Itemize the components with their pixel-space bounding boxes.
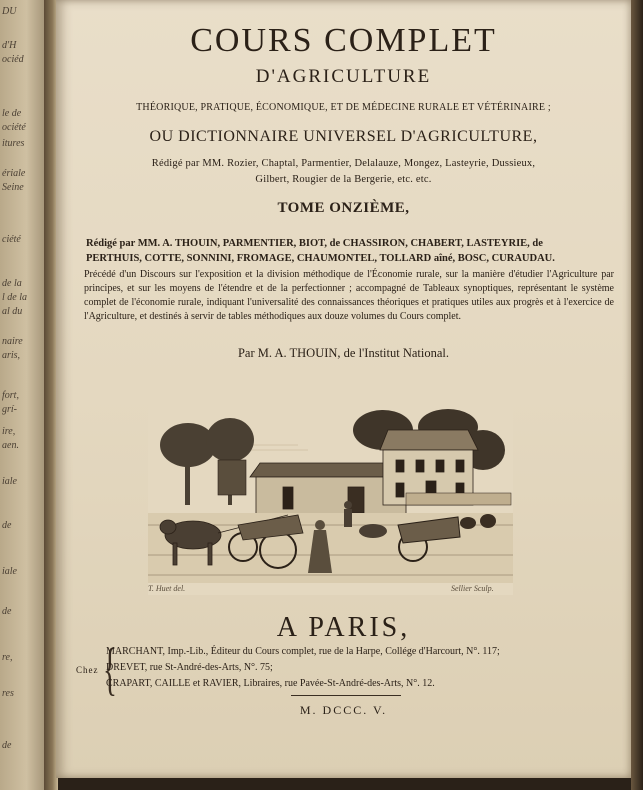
left-page-fragment: d'H bbox=[2, 40, 17, 51]
farm-engraving-illustration bbox=[148, 405, 513, 595]
brace-glyph: { bbox=[102, 636, 117, 701]
left-page-fragment: re, bbox=[2, 652, 13, 663]
left-page-fragment: fort, bbox=[2, 390, 19, 401]
engraving-credit-left: T. Huet del. bbox=[148, 584, 186, 593]
description: Précédé d'un Discours sur l'exposition et la division méthodique de l'Économie rurale, sur la manière d'étudier l'Agriculture par principes, et sur les moyens de l'étendre et de la perfectionner ; accompagné de Tableaux synoptiques, représentant le système complet de l'économie rurale, indiquant l'universalité des connaissances théoriques et pratiques utiles aux progrès et à l'exercice de l'Agriculture, et destinés à servir de tables méthodiques aux douze volumes du Cours complet. bbox=[84, 269, 614, 322]
left-page-fragment: res bbox=[2, 688, 14, 699]
city-imprint: A PARIS, bbox=[276, 612, 411, 643]
divider-rule bbox=[291, 695, 401, 696]
publisher-3: CRAPART, CAILLE et RAVIER, Libraires, rue Pavée-St-André-des-Arts, N°. 12. bbox=[106, 678, 435, 689]
publisher-1: MARCHANT, Imp.-Lib., Éditeur du Cours complet, rue de la Harpe, Collége d'Harcourt, N°. 117; bbox=[106, 646, 500, 657]
imprint-date: M. DCCC. V. bbox=[299, 703, 388, 717]
left-page-fragment: aen. bbox=[2, 440, 19, 451]
book-title: COURS COMPLET bbox=[190, 22, 497, 59]
left-page-fragment: Seine bbox=[2, 182, 24, 193]
left-page-fragment: de la bbox=[2, 278, 22, 289]
left-page-fragment: naire bbox=[2, 336, 23, 347]
left-page-fragment: ériale bbox=[2, 168, 26, 179]
left-page bbox=[0, 0, 48, 790]
left-page-fragment: aris, bbox=[2, 350, 21, 361]
editors-line-2: Gilbert, Rougier de la Bergerie, etc. etc. bbox=[255, 174, 432, 185]
subjects-line: THÉORIQUE, PRATIQUE, ÉCONOMIQUE, ET DE MÉDECINE RURALE ET VÉTÉRINAIRE ; bbox=[136, 102, 551, 113]
left-page-fragment: iale bbox=[2, 476, 17, 487]
left-page-fragment: DU bbox=[2, 6, 17, 17]
editors-line-1: Rédigé par MM. Rozier, Chaptal, Parmentier, Delalauze, Mongez, Lasteyrie, Dussieux, bbox=[151, 158, 536, 169]
by-line: Par M. A. THOUIN, de l'Institut National. bbox=[237, 346, 450, 360]
left-page-fragment: iale bbox=[2, 566, 17, 577]
left-page-fragment: ire, bbox=[2, 426, 16, 437]
left-page-fragment: le de bbox=[2, 108, 22, 119]
left-page-fragment: itures bbox=[2, 138, 25, 149]
publisher-2: DREVET, rue St-André-des-Arts, N°. 75; bbox=[106, 662, 273, 673]
page-edge-shadow bbox=[631, 0, 643, 790]
left-page-fragment: de bbox=[2, 740, 12, 751]
left-page-fragment: al du bbox=[2, 306, 23, 317]
chez-label: Chez bbox=[76, 665, 99, 675]
left-page-fragment: ociété bbox=[2, 122, 26, 133]
left-page-fragment: grí- bbox=[2, 404, 17, 415]
left-page-fragment: ciété bbox=[2, 234, 21, 245]
book-subtitle: D'AGRICULTURE bbox=[255, 66, 432, 87]
authors-line-2: PERTHUIS, COTTE, SONNINI, FROMAGE, CHAUMONTEL, TOLLARD aîné, BOSC, CURAUDAU. bbox=[86, 253, 555, 264]
left-page-fragment: l de la bbox=[2, 292, 27, 303]
alternate-title: OU DICTIONNAIRE UNIVERSEL D'AGRICULTURE, bbox=[149, 128, 538, 145]
authors-line-1: Rédigé par MM. A. THOUIN, PARMENTIER, BIOT, de CHASSIRON, CHABERT, LASTEYRIE, de bbox=[86, 238, 543, 249]
authors-block bbox=[86, 236, 606, 266]
volume-label: TOME ONZIÈME, bbox=[277, 200, 410, 216]
engraving-credit-right: Sellier Sculp. bbox=[451, 584, 494, 593]
left-page-fragment: ociéd bbox=[2, 54, 24, 65]
left-page-fragment: de bbox=[2, 606, 12, 617]
left-page-fragment: de bbox=[2, 520, 12, 531]
title-page bbox=[56, 0, 631, 778]
